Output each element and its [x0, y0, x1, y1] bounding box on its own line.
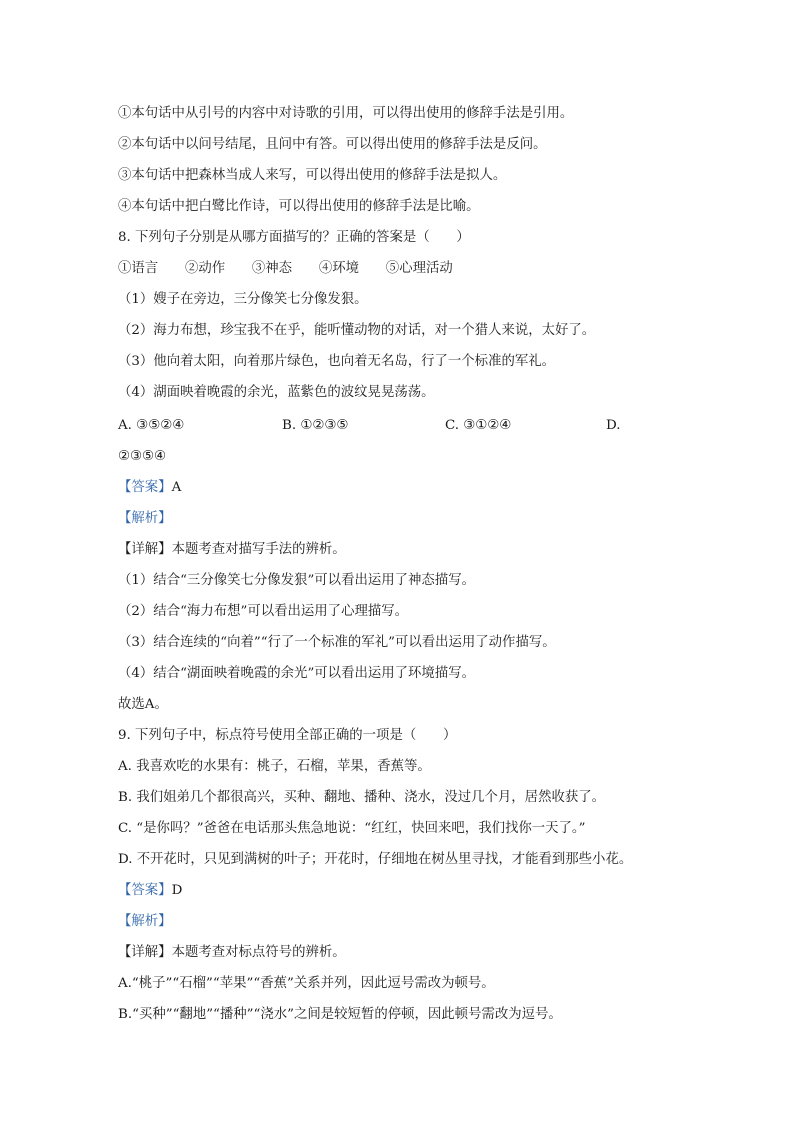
q7-point-2: ②本句话中以问号结尾，且问中有答。可以得出使用的修辞手法是反问。 [118, 137, 547, 152]
q7-point-1: ①本句话中从引号的内容中对诗歌的引用，可以得出使用的修辞手法是引用。 [118, 106, 574, 121]
q9-explanation-b: B.“买种”“翻地”“播种”“浇水”之间是较短暂的停顿，因此顿号需改为逗号。 [118, 1007, 562, 1022]
q9-option-c: C. “是你吗？”爸爸在电话那头焦急地说：“红红，快回来吧，我们找你一天了。” [118, 821, 586, 836]
q8-explanation-3: （3）结合连续的“向着”“行了一个标准的军礼”可以看出运用了动作描写。 [118, 635, 556, 650]
q8-explanation-4: （4）结合“湖面映着晚霞的余光”可以看出运用了环境描写。 [118, 666, 475, 681]
q9-answer [118, 882, 182, 900]
q8-sentence-4: （4）湖面映着晚霞的余光，蓝紫色的波纹晃晃荡荡。 [118, 385, 435, 400]
q9-explanation-a: A.“桃子”“石榴”“苹果”“香蕉”关系并列，因此逗号需改为顿号。 [118, 976, 495, 991]
detail-text: 本题考查对描写手法的辨析。 [171, 542, 346, 557]
q8-question: 8. 下列句子分别是从哪方面描写的？正确的答案是（ ） [118, 230, 470, 245]
answer-value: A [171, 480, 182, 495]
q8-explanation-1: （1）结合“三分像笑七分像发狠”可以看出运用了神态描写。 [118, 573, 475, 588]
q9-detail [118, 944, 346, 962]
q8-sentence-2: （2）海力布想，珍宝我不在乎，能听懂动物的对话，对一个猎人来说，太好了。 [118, 323, 596, 338]
q8-aspects: ①语言 ②动作 ③神态 ④环境 ⑤心理活动 [118, 261, 453, 276]
q8-detail [118, 541, 346, 559]
q8-option-c: C. ③①②④ [445, 418, 512, 433]
q8-analysis-tag: 【解析】 [118, 511, 172, 526]
detail-text: 本题考查对标点符号的辨析。 [171, 945, 346, 960]
q9-option-b: B. 我们姐弟几个都很高兴，买种、翻地、播种、浇水，没过几个月，居然收获了。 [118, 790, 606, 805]
q9-option-d: D. 不开花时，只见到满树的叶子；开花时，仔细地在树丛里寻找，才能看到那些小花。 [118, 852, 633, 867]
q9-analysis-tag: 【解析】 [118, 914, 172, 929]
q8-sentence-1: （1）嫂子在旁边，三分像笑七分像发狠。 [118, 292, 368, 307]
answer-tag: 【答案】 [118, 480, 172, 495]
detail-tag: 【详解】 [118, 945, 172, 960]
q8-option-d-value: ②③⑤④ [118, 449, 167, 464]
q7-point-3: ③本句话中把森林当成人来写，可以得出使用的修辞手法是拟人。 [118, 168, 507, 183]
q8-option-a: A. ③⑤②④ [118, 418, 185, 433]
q8-sentence-3: （3）他向着太阳，向着那片绿色，也向着无名岛，行了一个标准的军礼。 [118, 354, 556, 369]
q8-answer [118, 479, 181, 497]
answer-value: D [171, 883, 183, 898]
q7-point-4: ④本句话中把白鹭比作诗，可以得出使用的修辞手法是比喻。 [118, 199, 480, 214]
q8-conclusion: 故选A。 [118, 697, 168, 712]
q9-question: 9. 下列句子中，标点符号使用全部正确的一项是（ ） [118, 728, 457, 743]
q9-option-a: A. 我喜欢吃的水果有：桃子，石榴，苹果，香蕉等。 [118, 759, 431, 774]
q8-explanation-2: （2）结合“海力布想”可以看出运用了心理描写。 [118, 604, 409, 619]
detail-tag: 【详解】 [118, 542, 172, 557]
q8-option-b: B. ①②③⑤ [282, 418, 349, 433]
answer-tag: 【答案】 [118, 883, 172, 898]
q8-option-d: D. [606, 418, 621, 433]
